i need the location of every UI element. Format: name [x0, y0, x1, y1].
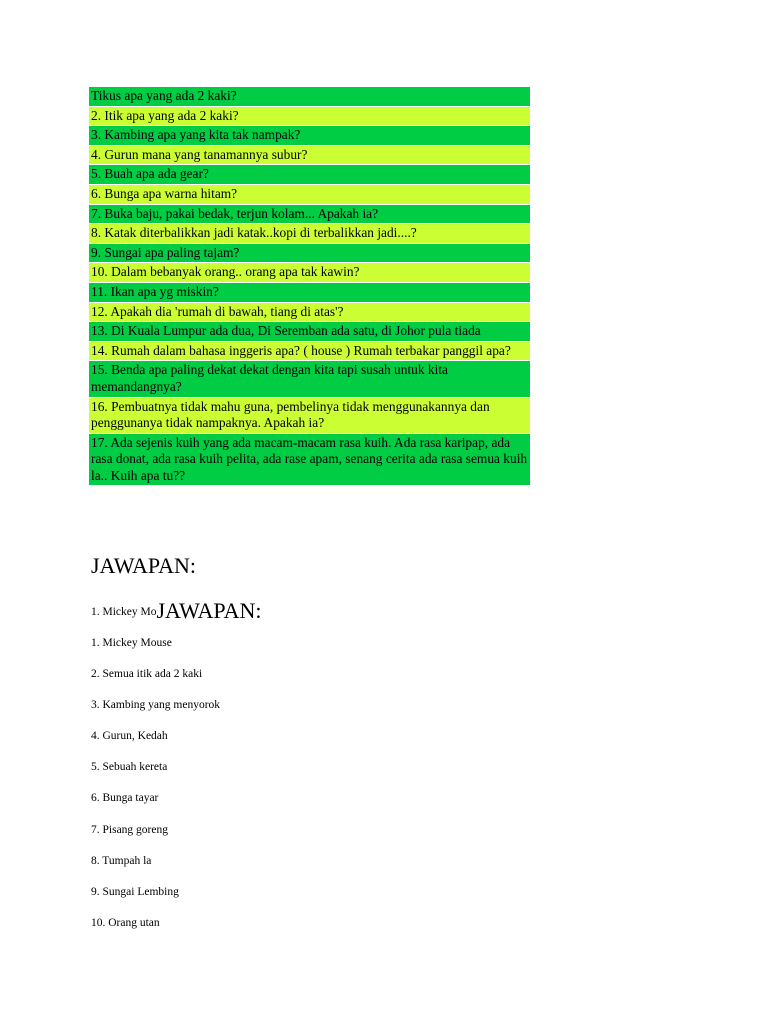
riddle-row: 11. Ikan apa yg miskin? [89, 283, 530, 303]
answer-first-line [91, 595, 262, 625]
answers-heading-repeat: JAWAPAN: [156, 598, 262, 623]
riddle-row: 4. Gurun mana yang tanamannya subur? [89, 146, 530, 166]
riddle-row: 3. Kambing apa yang kita tak nampak? [89, 126, 530, 146]
riddle-row: 10. Dalam bebanyak orang.. orang apa tak kawin? [89, 263, 530, 283]
answer-item: 9. Sungai Lembing [91, 885, 179, 898]
answers-heading: JAWAPAN: [91, 553, 197, 578]
answer-item: 2. Semua itik ada 2 kaki [91, 668, 203, 681]
answers-list [91, 636, 220, 947]
riddle-row: Tikus apa yang ada 2 kaki? [89, 87, 530, 107]
riddle-row: 15. Benda apa paling dekat dekat dengan kita tapi susah untuk kita memandangnya? [89, 361, 530, 397]
riddle-row: 9. Sungai apa paling tajam? [89, 244, 530, 264]
riddle-row: 13. Di Kuala Lumpur ada dua, Di Seremban ada satu, di Johor pula tiada [89, 322, 530, 342]
riddle-table [89, 87, 530, 486]
answer-item: 6. Bunga tayar [91, 792, 159, 805]
riddle-row: 17. Ada sejenis kuih yang ada macam-macam rasa kuih. Ada rasa karipap, ada rasa donat, ada rasa kuih pelita, ada rase apam, senang cerita ada rasa semua kuih la.. Kuih apa tu?? [89, 434, 530, 487]
answer-item: 10. Orang utan [91, 916, 160, 929]
answer-item: 8. Tumpah la [91, 854, 152, 867]
answer-item: 7. Pisang goreng [91, 823, 168, 836]
riddle-row: 7. Buka baju, pakai bedak, terjun kolam... Apakah ia? [89, 205, 530, 225]
answer-item: 1. Mickey Mouse [91, 637, 172, 649]
riddle-row: 5. Buah apa ada gear? [89, 165, 530, 185]
answer-item: 3. Kambing yang menyorok [91, 699, 221, 712]
answer-item: 4. Gurun, Kedah [91, 730, 168, 743]
riddle-row: 12. Apakah dia 'rumah di bawah, tiang di atas'? [89, 303, 530, 323]
riddle-row: 6. Bunga apa warna hitam? [89, 185, 530, 205]
answer-item: 5. Sebuah kereta [91, 761, 168, 774]
riddle-row: 8. Katak diterbalikkan jadi katak..kopi di terbalikkan jadi....? [89, 224, 530, 244]
answer-first-line-prefix: 1. Mickey Mo [91, 606, 157, 618]
riddle-row: 16. Pembuatnya tidak mahu guna, pembelinya tidak menggunakannya dan penggunanya tidak nampaknya. Apakah ia? [89, 398, 530, 434]
riddle-row: 2. Itik apa yang ada 2 kaki? [89, 107, 530, 127]
riddle-row: 14. Rumah dalam bahasa inggeris apa? ( house ) Rumah terbakar panggil apa? [89, 342, 530, 362]
